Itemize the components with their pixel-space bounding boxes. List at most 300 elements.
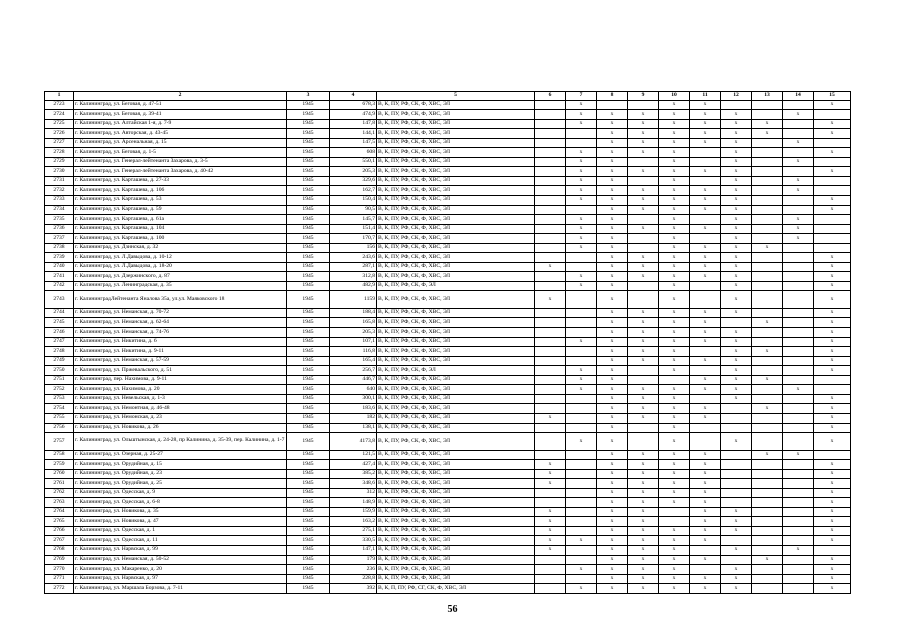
- mark-cell-col-9: x: [628, 253, 659, 263]
- mark-cell-col-14: x: [783, 385, 814, 395]
- row-number-cell: 2724: [45, 110, 74, 120]
- works-cell: В, К, ПУ, РФ, СК, Ф, ХВС, ЭЛ: [377, 100, 535, 110]
- mark-cell-col-15: x: [814, 291, 851, 309]
- works-cell: В, К, ПУ, РФ, СК, Ф, ХВС, ЭЛ: [377, 565, 535, 575]
- address-cell: г. Калининград, ул. Неманская, д. 62-64: [74, 318, 287, 328]
- mark-cell-col-6: [535, 584, 566, 594]
- mark-cell-col-10: x: [659, 110, 690, 120]
- mark-cell-col-13: x: [752, 375, 783, 385]
- area-cell: 165,4: [330, 356, 377, 366]
- area-cell: 116,8: [330, 347, 377, 357]
- mark-cell-col-13: [752, 262, 783, 272]
- area-cell: 165,8: [330, 318, 377, 328]
- mark-cell-col-14: [783, 347, 814, 357]
- mark-cell-col-9: x: [628, 205, 659, 215]
- mark-cell-col-14: [783, 460, 814, 470]
- works-cell: В, К, ПУ, РФ, СК, Ф, ХВС, ЭЛ: [377, 186, 535, 196]
- year-cell: 1945: [287, 375, 330, 385]
- mark-cell-col-11: x: [690, 119, 721, 129]
- table-row: [45, 148, 851, 158]
- mark-cell-col-12: x: [721, 234, 752, 244]
- area-cell: 275,1: [330, 526, 377, 536]
- works-cell: В, К, ПУ, РФ, СК, Ф, ХВС, ЭЛ: [377, 507, 535, 517]
- works-cell: В, К, ПУ, РФ, СК, Ф, ХВС, ЭЛ: [377, 337, 535, 347]
- works-cell: В, К, ПУ, РФ, СК, Ф, ХВС, ЭЛ: [377, 243, 535, 253]
- mark-cell-col-8: x: [597, 243, 628, 253]
- mark-cell-col-7: [566, 546, 597, 556]
- mark-cell-col-9: x: [628, 469, 659, 479]
- mark-cell-col-12: [721, 488, 752, 498]
- table-row: [45, 176, 851, 186]
- mark-cell-col-6: [535, 205, 566, 215]
- works-cell: В, К, ПУ, РФ, СК, Ф, ХВС, ЭЛ: [377, 526, 535, 536]
- mark-cell-col-15: x: [814, 167, 851, 177]
- mark-cell-col-14: [783, 479, 814, 489]
- mark-cell-col-9: x: [628, 328, 659, 338]
- mark-cell-col-13: x: [752, 555, 783, 565]
- mark-cell-col-6: [535, 110, 566, 120]
- mark-cell-col-11: [690, 281, 721, 291]
- mark-cell-col-15: x: [814, 337, 851, 347]
- mark-cell-col-13: [752, 584, 783, 594]
- mark-cell-col-8: x: [597, 433, 628, 451]
- mark-cell-col-7: [566, 328, 597, 338]
- mark-cell-col-9: [628, 100, 659, 110]
- address-cell: г. Калининград, ул. Карташева, д. 61а: [74, 215, 287, 225]
- mark-cell-col-7: [566, 498, 597, 508]
- works-cell: В, К, ПУ, РФ, СК, Ф, ХВС, ЭЛ: [377, 195, 535, 205]
- mark-cell-col-8: x: [597, 308, 628, 318]
- mark-cell-col-15: [814, 176, 851, 186]
- mark-cell-col-14: [783, 423, 814, 433]
- mark-cell-col-10: x: [659, 318, 690, 328]
- row-number-cell: 2762: [45, 488, 74, 498]
- mark-cell-col-9: x: [628, 347, 659, 357]
- table-row: [45, 205, 851, 215]
- address-cell: г. Калининград, ул. Немонтная, д. 46-48: [74, 404, 287, 414]
- mark-cell-col-9: x: [628, 526, 659, 536]
- works-cell: В, К, ПУ, РФ, СК, Ф, ХВС, ЭЛ: [377, 291, 535, 309]
- area-cell: 1159: [330, 291, 377, 309]
- address-cell: г. Калининград, ул. Генерал-лейтенанта Захарова, д. 40-42: [74, 167, 287, 177]
- address-cell: г. Калининград, ул. Арсенальная, д. 15: [74, 138, 287, 148]
- mark-cell-col-6: [535, 167, 566, 177]
- mark-cell-col-11: x: [690, 507, 721, 517]
- mark-cell-col-12: x: [721, 157, 752, 167]
- table-body: [45, 92, 851, 594]
- mark-cell-col-11: x: [690, 574, 721, 584]
- header-cell: 5: [377, 92, 535, 101]
- mark-cell-col-12: x: [721, 584, 752, 594]
- mark-cell-col-9: [628, 215, 659, 225]
- mark-cell-col-7: [566, 308, 597, 318]
- mark-cell-col-10: x: [659, 546, 690, 556]
- mark-cell-col-11: x: [690, 308, 721, 318]
- mark-cell-col-6: x: [535, 262, 566, 272]
- mark-cell-col-15: x: [814, 308, 851, 318]
- mark-cell-col-15: x: [814, 498, 851, 508]
- mark-cell-col-12: [721, 536, 752, 546]
- row-number-cell: 2726: [45, 129, 74, 139]
- mark-cell-col-13: [752, 148, 783, 158]
- mark-cell-col-8: x: [597, 507, 628, 517]
- year-cell: 1945: [287, 385, 330, 395]
- address-cell: г. Калининград, ул. Новикова, д. 26: [74, 423, 287, 433]
- mark-cell-col-14: [783, 536, 814, 546]
- row-number-cell: 2732: [45, 186, 74, 196]
- row-number-cell: 2727: [45, 138, 74, 148]
- table-row: [45, 110, 851, 120]
- mark-cell-col-9: [628, 423, 659, 433]
- mark-cell-col-8: x: [597, 375, 628, 385]
- mark-cell-col-8: x: [597, 413, 628, 423]
- mark-cell-col-7: x: [566, 100, 597, 110]
- year-cell: 1945: [287, 291, 330, 309]
- mark-cell-col-7: [566, 291, 597, 309]
- mark-cell-col-15: [814, 157, 851, 167]
- area-cell: 678,3: [330, 100, 377, 110]
- mark-cell-col-14: [783, 205, 814, 215]
- mark-cell-col-11: [690, 291, 721, 309]
- mark-cell-col-8: x: [597, 347, 628, 357]
- table-row: [45, 479, 851, 489]
- mark-cell-col-10: x: [659, 234, 690, 244]
- table-row: [45, 195, 851, 205]
- mark-cell-col-15: x: [814, 507, 851, 517]
- mark-cell-col-13: [752, 253, 783, 263]
- row-number-cell: 2745: [45, 318, 74, 328]
- year-cell: 1945: [287, 450, 330, 460]
- row-number-cell: 2748: [45, 347, 74, 357]
- mark-cell-col-15: x: [814, 328, 851, 338]
- mark-cell-col-6: [535, 375, 566, 385]
- row-number-cell: 2749: [45, 356, 74, 366]
- mark-cell-col-6: [535, 195, 566, 205]
- mark-cell-col-15: x: [814, 347, 851, 357]
- row-number-cell: 2763: [45, 498, 74, 508]
- year-cell: 1945: [287, 413, 330, 423]
- works-cell: В, К, ПУ, РФ, СК, Ф, ХВС, ЭЛ: [377, 167, 535, 177]
- mark-cell-col-11: [690, 394, 721, 404]
- header-cell: 2: [74, 92, 287, 101]
- mark-cell-col-11: x: [690, 100, 721, 110]
- mark-cell-col-11: [690, 215, 721, 225]
- mark-cell-col-15: x: [814, 479, 851, 489]
- address-cell: г. Калининград, ул. Генерал-лейтенанта Захарова, д. 3-5: [74, 157, 287, 167]
- address-cell: г. Калининград, пер. Нахимова, д. 9-11: [74, 375, 287, 385]
- mark-cell-col-10: x: [659, 536, 690, 546]
- address-cell: г. Калининград, ул. Л.Давыдова, д. 10-12: [74, 253, 287, 263]
- mark-cell-col-15: x: [814, 413, 851, 423]
- mark-cell-col-8: x: [597, 469, 628, 479]
- mark-cell-col-7: [566, 488, 597, 498]
- mark-cell-col-9: x: [628, 262, 659, 272]
- mark-cell-col-14: [783, 507, 814, 517]
- works-cell: В, К, ПУ, РФ, СК, Ф, ХВС, ЭЛ: [377, 450, 535, 460]
- mark-cell-col-11: x: [690, 138, 721, 148]
- mark-cell-col-11: x: [690, 479, 721, 489]
- mark-cell-col-7: x: [566, 385, 597, 395]
- mark-cell-col-7: x: [566, 536, 597, 546]
- row-number-cell: 2754: [45, 404, 74, 414]
- row-number-cell: 2767: [45, 536, 74, 546]
- mark-cell-col-8: x: [597, 318, 628, 328]
- mark-cell-col-8: x: [597, 450, 628, 460]
- year-cell: 1945: [287, 536, 330, 546]
- year-cell: 1945: [287, 404, 330, 414]
- mark-cell-col-14: [783, 195, 814, 205]
- mark-cell-col-11: x: [690, 413, 721, 423]
- mark-cell-col-12: x: [721, 148, 752, 158]
- mark-cell-col-8: x: [597, 281, 628, 291]
- works-cell: В, К, ПУ, РФ, СК, Ф, ХВС, ЭЛ: [377, 308, 535, 318]
- mark-cell-col-13: [752, 366, 783, 376]
- area-cell: 138,1: [330, 423, 377, 433]
- mark-cell-col-12: x: [721, 337, 752, 347]
- area-cell: 385,2: [330, 469, 377, 479]
- mark-cell-col-10: x: [659, 337, 690, 347]
- mark-cell-col-12: x: [721, 565, 752, 575]
- area-cell: 550,1: [330, 157, 377, 167]
- mark-cell-col-15: [814, 546, 851, 556]
- mark-cell-col-7: x: [566, 215, 597, 225]
- mark-cell-col-7: [566, 129, 597, 139]
- mark-cell-col-10: x: [659, 205, 690, 215]
- mark-cell-col-7: [566, 318, 597, 328]
- mark-cell-col-11: x: [690, 460, 721, 470]
- mark-cell-col-6: [535, 498, 566, 508]
- mark-cell-col-14: [783, 167, 814, 177]
- header-cell: 7: [566, 92, 597, 101]
- row-number-cell: 2742: [45, 281, 74, 291]
- mark-cell-col-7: x: [566, 110, 597, 120]
- year-cell: 1945: [287, 423, 330, 433]
- year-cell: 1945: [287, 253, 330, 263]
- address-cell: г. Калининград, ул. Нарвская, д. 97: [74, 574, 287, 584]
- row-number-cell: 2750: [45, 366, 74, 376]
- row-number-cell: 2772: [45, 584, 74, 594]
- mark-cell-col-12: [721, 450, 752, 460]
- row-number-cell: 2746: [45, 328, 74, 338]
- row-number-cell: 2771: [45, 574, 74, 584]
- mark-cell-col-8: x: [597, 129, 628, 139]
- table-row: [45, 366, 851, 376]
- mark-cell-col-15: [814, 186, 851, 196]
- mark-cell-col-11: [690, 347, 721, 357]
- mark-cell-col-6: [535, 281, 566, 291]
- mark-cell-col-13: [752, 413, 783, 423]
- works-cell: В, К, П, ПУ, РФ, СГ, СК, Ф, ХВС, ЭЛ: [377, 584, 535, 594]
- mark-cell-col-10: x: [659, 100, 690, 110]
- mark-cell-col-6: [535, 555, 566, 565]
- mark-cell-col-9: x: [628, 460, 659, 470]
- mark-cell-col-15: [814, 138, 851, 148]
- row-number-cell: 2766: [45, 526, 74, 536]
- mark-cell-col-15: x: [814, 469, 851, 479]
- works-cell: В, К, ПУ, РФ, СК, Ф, ХВС, ЭЛ: [377, 347, 535, 357]
- mark-cell-col-14: [783, 337, 814, 347]
- mark-cell-col-10: x: [659, 119, 690, 129]
- mark-cell-col-9: x: [628, 488, 659, 498]
- area-cell: 182: [330, 413, 377, 423]
- mark-cell-col-14: x: [783, 234, 814, 244]
- mark-cell-col-13: [752, 157, 783, 167]
- table-row: [45, 536, 851, 546]
- mark-cell-col-10: x: [659, 253, 690, 263]
- address-cell: г. Калининград, ул. Карташева, д. 27-33: [74, 176, 287, 186]
- mark-cell-col-9: x: [628, 507, 659, 517]
- mark-cell-col-13: [752, 469, 783, 479]
- mark-cell-col-12: x: [721, 308, 752, 318]
- works-cell: В, К, ПУ, РФ, СК, Ф, ХВС, ЭЛ: [377, 318, 535, 328]
- mark-cell-col-15: x: [814, 356, 851, 366]
- mark-cell-col-10: x: [659, 394, 690, 404]
- mark-cell-col-13: [752, 517, 783, 527]
- mark-cell-col-11: x: [690, 375, 721, 385]
- mark-cell-col-12: [721, 479, 752, 489]
- mark-cell-col-12: [721, 100, 752, 110]
- mark-cell-col-15: x: [814, 205, 851, 215]
- mark-cell-col-11: x: [690, 186, 721, 196]
- mark-cell-col-7: [566, 574, 597, 584]
- mark-cell-col-10: x: [659, 262, 690, 272]
- table-row: [45, 224, 851, 234]
- mark-cell-col-10: x: [659, 565, 690, 575]
- mark-cell-col-8: x: [597, 488, 628, 498]
- row-number-cell: 2770: [45, 565, 74, 575]
- mark-cell-col-8: x: [597, 423, 628, 433]
- area-cell: 147,5: [330, 138, 377, 148]
- address-cell: г. Калининград, ул. Неманская, д. 57-59: [74, 356, 287, 366]
- table-row: [45, 574, 851, 584]
- mark-cell-col-9: [628, 234, 659, 244]
- header-cell: 3: [287, 92, 330, 101]
- area-cell: 348,6: [330, 479, 377, 489]
- area-cell: 243,6: [330, 253, 377, 263]
- mark-cell-col-8: x: [597, 262, 628, 272]
- mark-cell-col-8: x: [597, 291, 628, 309]
- mark-cell-col-13: [752, 234, 783, 244]
- mark-cell-col-11: x: [690, 272, 721, 282]
- mark-cell-col-12: x: [721, 328, 752, 338]
- works-cell: В, К, ПУ, РФ, СК, Ф, ХВС, ЭЛ: [377, 119, 535, 129]
- address-cell: г. Калининград, ул. Карташева, д. 106: [74, 186, 287, 196]
- mark-cell-col-7: x: [566, 366, 597, 376]
- mark-cell-col-7: x: [566, 433, 597, 451]
- year-cell: 1945: [287, 205, 330, 215]
- mark-cell-col-15: x: [814, 129, 851, 139]
- mark-cell-col-10: x: [659, 138, 690, 148]
- mark-cell-col-6: [535, 272, 566, 282]
- works-cell: В, К, ПУ, РФ, СК, Ф, ХВС, ЭЛ: [377, 460, 535, 470]
- mark-cell-col-7: [566, 262, 597, 272]
- mark-cell-col-15: [814, 375, 851, 385]
- works-cell: В, К, ПУ, РФ, СК, Ф, ЭЛ: [377, 366, 535, 376]
- mark-cell-col-8: x: [597, 148, 628, 158]
- mark-cell-col-8: x: [597, 234, 628, 244]
- table-row: [45, 129, 851, 139]
- mark-cell-col-14: x: [783, 138, 814, 148]
- mark-cell-col-15: x: [814, 584, 851, 594]
- mark-cell-col-8: x: [597, 404, 628, 414]
- mark-cell-col-15: x: [814, 318, 851, 328]
- mark-cell-col-13: [752, 507, 783, 517]
- mark-cell-col-14: x: [783, 157, 814, 167]
- address-cell: г. Калининград, ул. Одесская, д. 9: [74, 488, 287, 498]
- mark-cell-col-15: x: [814, 253, 851, 263]
- mark-cell-col-10: x: [659, 366, 690, 376]
- mark-cell-col-9: x: [628, 110, 659, 120]
- mark-cell-col-9: x: [628, 479, 659, 489]
- year-cell: 1945: [287, 243, 330, 253]
- header-cell: 10: [659, 92, 690, 101]
- year-cell: 1945: [287, 328, 330, 338]
- mark-cell-col-7: x: [566, 565, 597, 575]
- mark-cell-col-8: x: [597, 253, 628, 263]
- works-cell: В, К, ПУ, РФ, СК, Ф, ХВС, ЭЛ: [377, 517, 535, 527]
- mark-cell-col-12: [721, 404, 752, 414]
- year-cell: 1945: [287, 337, 330, 347]
- page-number: 56: [447, 604, 458, 615]
- mark-cell-col-10: x: [659, 186, 690, 196]
- mark-cell-col-7: x: [566, 176, 597, 186]
- table-row: [45, 356, 851, 366]
- mark-cell-col-14: [783, 526, 814, 536]
- mark-cell-col-6: [535, 385, 566, 395]
- year-cell: 1945: [287, 234, 330, 244]
- mark-cell-col-12: x: [721, 546, 752, 556]
- year-cell: 1945: [287, 272, 330, 282]
- mark-cell-col-11: x: [690, 469, 721, 479]
- mark-cell-col-10: x: [659, 423, 690, 433]
- address-cell: г. Калининград, ул. Орудийная, д. 25: [74, 479, 287, 489]
- works-cell: В, К, ПУ, РФ, СК, Ф, ХВС, ЭЛ: [377, 423, 535, 433]
- year-cell: 1945: [287, 555, 330, 565]
- mark-cell-col-10: x: [659, 404, 690, 414]
- mark-cell-col-9: x: [628, 555, 659, 565]
- year-cell: 1945: [287, 215, 330, 225]
- header-cell: 15: [814, 92, 851, 101]
- works-cell: В, К, ПУ, РФ, СК, Ф, ХВС, ЭЛ: [377, 479, 535, 489]
- mark-cell-col-11: x: [690, 536, 721, 546]
- mark-cell-col-8: x: [597, 574, 628, 584]
- mark-cell-col-14: [783, 243, 814, 253]
- mark-cell-col-10: x: [659, 479, 690, 489]
- area-cell: 159,9: [330, 507, 377, 517]
- mark-cell-col-15: x: [814, 488, 851, 498]
- mark-cell-col-11: x: [690, 488, 721, 498]
- address-cell: г. Калининград, ул. Беговая, д. 39-41: [74, 110, 287, 120]
- table-row: [45, 100, 851, 110]
- area-cell: 4173,8: [330, 433, 377, 451]
- works-cell: В, К, ПУ, РФ, СК, Ф, ХВС, ЭЛ: [377, 234, 535, 244]
- mark-cell-col-9: x: [628, 186, 659, 196]
- address-cell: г. Калининград, ул. Карташева, д. 100: [74, 234, 287, 244]
- mark-cell-col-9: x: [628, 498, 659, 508]
- header-cell: 8: [597, 92, 628, 101]
- mark-cell-col-8: x: [597, 119, 628, 129]
- table-row: [45, 507, 851, 517]
- mark-cell-col-14: x: [783, 215, 814, 225]
- mark-cell-col-13: [752, 546, 783, 556]
- mark-cell-col-7: [566, 460, 597, 470]
- table-row: [45, 243, 851, 253]
- mark-cell-col-15: x: [814, 366, 851, 376]
- mark-cell-col-6: [535, 574, 566, 584]
- mark-cell-col-12: x: [721, 253, 752, 263]
- mark-cell-col-13: x: [752, 243, 783, 253]
- row-number-cell: 2733: [45, 195, 74, 205]
